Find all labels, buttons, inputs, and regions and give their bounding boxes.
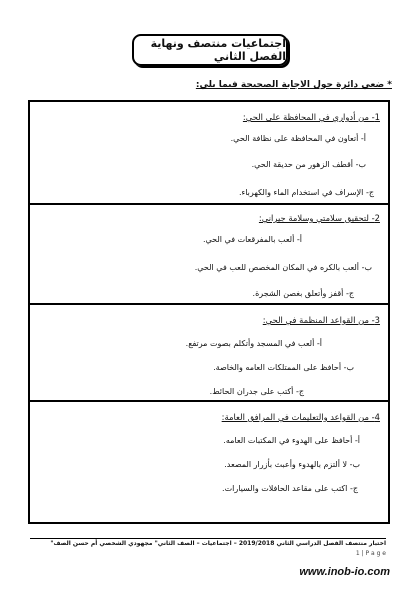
option-c: ج- الإسراف في استخدام الماء والكهرباء. [238,188,374,197]
page-title: اجتماعيات منتصف ونهاية الفصل الثاني [150,37,286,63]
option-a: أ- أتعاون في المحافظة على نظافة الحي. [230,134,366,143]
watermark-url: www.inob-io.com [299,566,390,578]
page-title-box [132,34,288,66]
option-a: أ- ألعب في المسجد وأتكلم بصوت مرتفع. [185,339,322,348]
question-block-2 [30,205,388,305]
question-text: 4- من القواعد والتعليمات في المرافق العامة: [221,412,380,422]
question-block-3 [30,305,388,402]
option-a: أ- أحافظ على الهدوء في المكتبات العامه. [223,436,360,445]
question-block-4 [30,402,388,522]
option-c: ج- أقفز وأتعلق بغصن الشجرة. [252,289,354,298]
question-block-1 [30,102,388,205]
option-b: ب- أحافظ على الممتلكات العامه والخاصة. [213,363,354,372]
question-text: 1- من أدواري في المحافظة على الحي: [242,112,380,122]
option-b: ب- لا ألتزم بالهدوء وأعبث بأزرار المصعد. [224,460,360,469]
option-c: ج- اكتب على مقاعد الحافلات والسيارات. [222,484,358,493]
option-b: ب- ألعب بالكره في المكان المخصص للعب في الحي. [194,263,372,272]
question-text: 3- من القواعد المنظمة في الحي: [262,315,380,325]
option-b: ب- أقطف الزهور من حديقة الحي. [251,160,366,169]
questions-table [28,100,390,524]
footer-text: اختبار منتصف الفصل الدراسي الثاني 2019/2018 – اجتماعيات – الصف الثاني" مجهودي الشخصي أم حسن الصف" [50,540,386,547]
option-a: أ- ألعب بالمفرقعات في الحي. [202,235,302,244]
instruction-text: * ضعي دائرة حول الاجابة الصحيحة فيما يلي: [195,80,392,90]
option-c: ج- أكتب على جدران الحائط. [209,387,304,396]
page-number: 1 | P a g e [355,550,386,557]
footer-divider [30,538,386,539]
question-text: 2- لتحقيق سلامتي وسلامة جيراني: [258,213,380,223]
